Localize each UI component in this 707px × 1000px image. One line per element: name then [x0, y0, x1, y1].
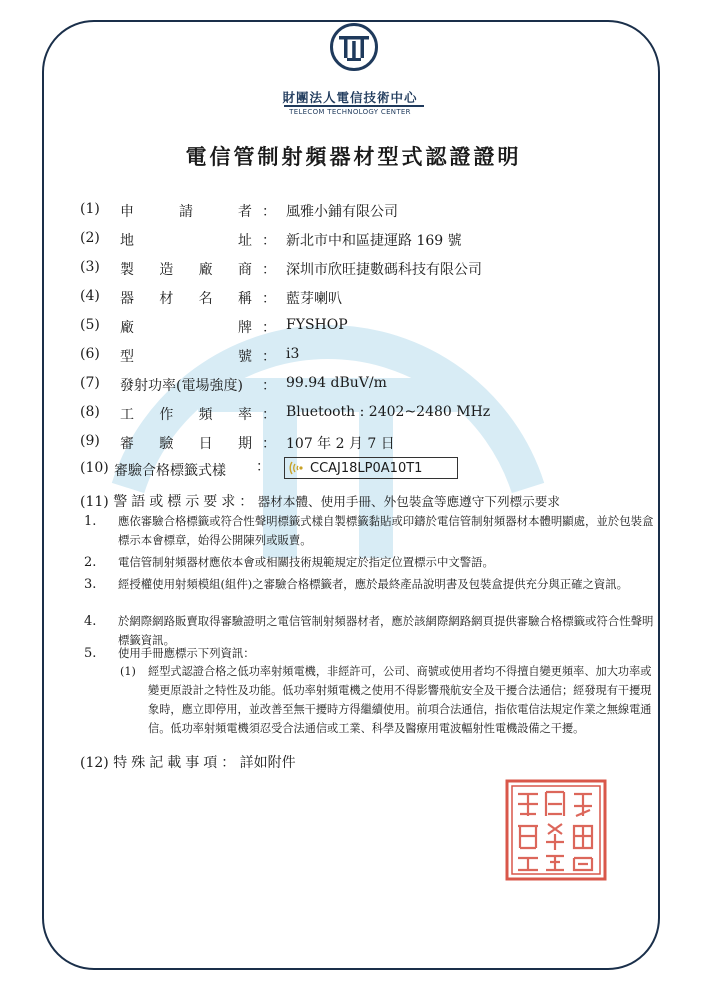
field-number: (8): [80, 404, 100, 420]
sub-item-text: 經型式認證合格之低功率射頻電機，非經許可，公司、商號或使用者均不得擅自變更頻率、加大功率或變更原設計之特性及功能。低功率射頻電機之使用不得影響飛航安全及干擾合法通信；經發現有干擾現象時，應立即停用，並改善至無干擾時方得繼續使用。前項合法通信，指依電信法規定作業之無線電通信。低功率射頻電機須忍受合法通信或工業、科學及醫療用電波輻射性電機設備之干擾。: [148, 665, 652, 735]
requirement-text: 使用手冊應標示下列資訊：: [118, 646, 255, 660]
field-number: (5): [80, 317, 100, 333]
official-seal-icon: [504, 778, 608, 882]
special-value: 詳如附件: [239, 755, 296, 771]
field-colon: ：: [262, 262, 276, 278]
requirements-heading: (11) 警語或標示要求： 器材本體、使用手冊、外包裝盒等應遵守下列標示要求: [80, 494, 560, 510]
field-label: 器 材 名 稱: [120, 291, 252, 307]
approval-mark-code: CCAJ18LP0A10T1: [310, 460, 423, 476]
requirement-number: 1.: [84, 514, 97, 529]
field-label: 廠 牌: [120, 320, 252, 336]
field-value: 藍芽喇叭: [286, 291, 342, 307]
field-colon: ：: [262, 349, 276, 365]
organization-name-zh: 財團法人電信技術中心: [282, 90, 418, 105]
field-colon: ：: [256, 459, 270, 475]
organization-divider: [284, 105, 424, 107]
field-colon: ：: [262, 436, 276, 452]
field-colon: ：: [262, 320, 276, 336]
requirement-number: 3.: [84, 577, 97, 592]
field-number: (3): [80, 259, 100, 275]
field-number: (10): [80, 460, 109, 476]
field-value: FYSHOP: [286, 317, 348, 333]
field-label: 申 請 者: [120, 204, 252, 220]
field-number: (7): [80, 375, 100, 391]
field-value: 新北市中和區捷運路 169 號: [286, 233, 462, 249]
requirements-number: (11): [80, 494, 109, 510]
field-label: 審驗合格標籤式樣: [114, 463, 226, 479]
requirement-number: 5.: [84, 646, 97, 661]
field-value: Bluetooth : 2402~2480 MHz: [286, 404, 491, 420]
requirement-number: 4.: [84, 614, 97, 629]
requirement-text: 應依審驗合格標籤或符合性聲明標籤式樣自製標籤黏貼或印鑄於電信管制射頻器材本體明顯處，並於包裝盒標示本會標章，始得公開陳列或販賣。: [118, 514, 654, 547]
requirements-label: 警語或標示要求: [113, 494, 240, 510]
field-colon: ：: [262, 204, 276, 220]
field-number: (9): [80, 433, 100, 449]
requirements-value: 器材本體、使用手冊、外包裝盒等應遵守下列標示要求: [257, 494, 560, 509]
field-value: i3: [286, 346, 300, 362]
field-label: 發射功率(電場強度): [120, 378, 243, 394]
requirement-text: 經授權使用射頻模組(組件)之審驗合格標籤者，應於最終產品說明書及包裝盒提供充分與正確之資訊。: [118, 577, 629, 591]
ncc-approval-mark-icon: [289, 460, 305, 476]
field-value: 99.94 dBuV/m: [286, 375, 387, 391]
field-value: 深圳市欣旺捷數碼科技有限公司: [286, 262, 482, 278]
field-label: 型 號: [120, 349, 252, 365]
approval-mark-box: [284, 457, 458, 479]
requirement-text: 於網際網路販賣取得審驗證明之電信管制射頻器材者，應於該網際網路網頁提供審驗合格標籤或符合性聲明標籤資訊。: [118, 614, 654, 647]
field-number: (4): [80, 288, 100, 304]
field-label: 製 造 廠 商: [120, 262, 252, 278]
ttc-logo-icon: [329, 22, 379, 72]
field-colon: ：: [262, 407, 276, 423]
field-colon: ：: [262, 378, 276, 394]
field-number: (6): [80, 346, 100, 362]
certificate-title: 電信管制射頻器材型式認證證明: [185, 144, 522, 169]
field-colon: ：: [262, 291, 276, 307]
requirement-number: 2.: [84, 555, 97, 570]
field-label: 審 驗 日 期: [120, 436, 252, 452]
field-label: 工 作 頻 率: [120, 407, 252, 423]
field-value: 107 年 2 月 7 日: [286, 436, 395, 452]
special-notes: (12) 特殊記載事項： 詳如附件: [80, 755, 296, 771]
field-number: (2): [80, 230, 100, 246]
special-label: 特殊記載事項: [113, 755, 222, 771]
field-label: 地 址: [120, 233, 252, 249]
requirement-text: 電信管制射頻器材應依本會或相關技術規範規定於指定位置標示中文警語。: [118, 555, 494, 569]
special-number: (12): [80, 755, 109, 771]
field-value: 風雅小鋪有限公司: [286, 204, 398, 220]
sub-item-number: (1): [120, 665, 136, 678]
field-colon: ：: [262, 233, 276, 249]
field-number: (1): [80, 201, 100, 217]
organization-name-en: TELECOM TECHNOLOGY CENTER: [289, 108, 411, 116]
